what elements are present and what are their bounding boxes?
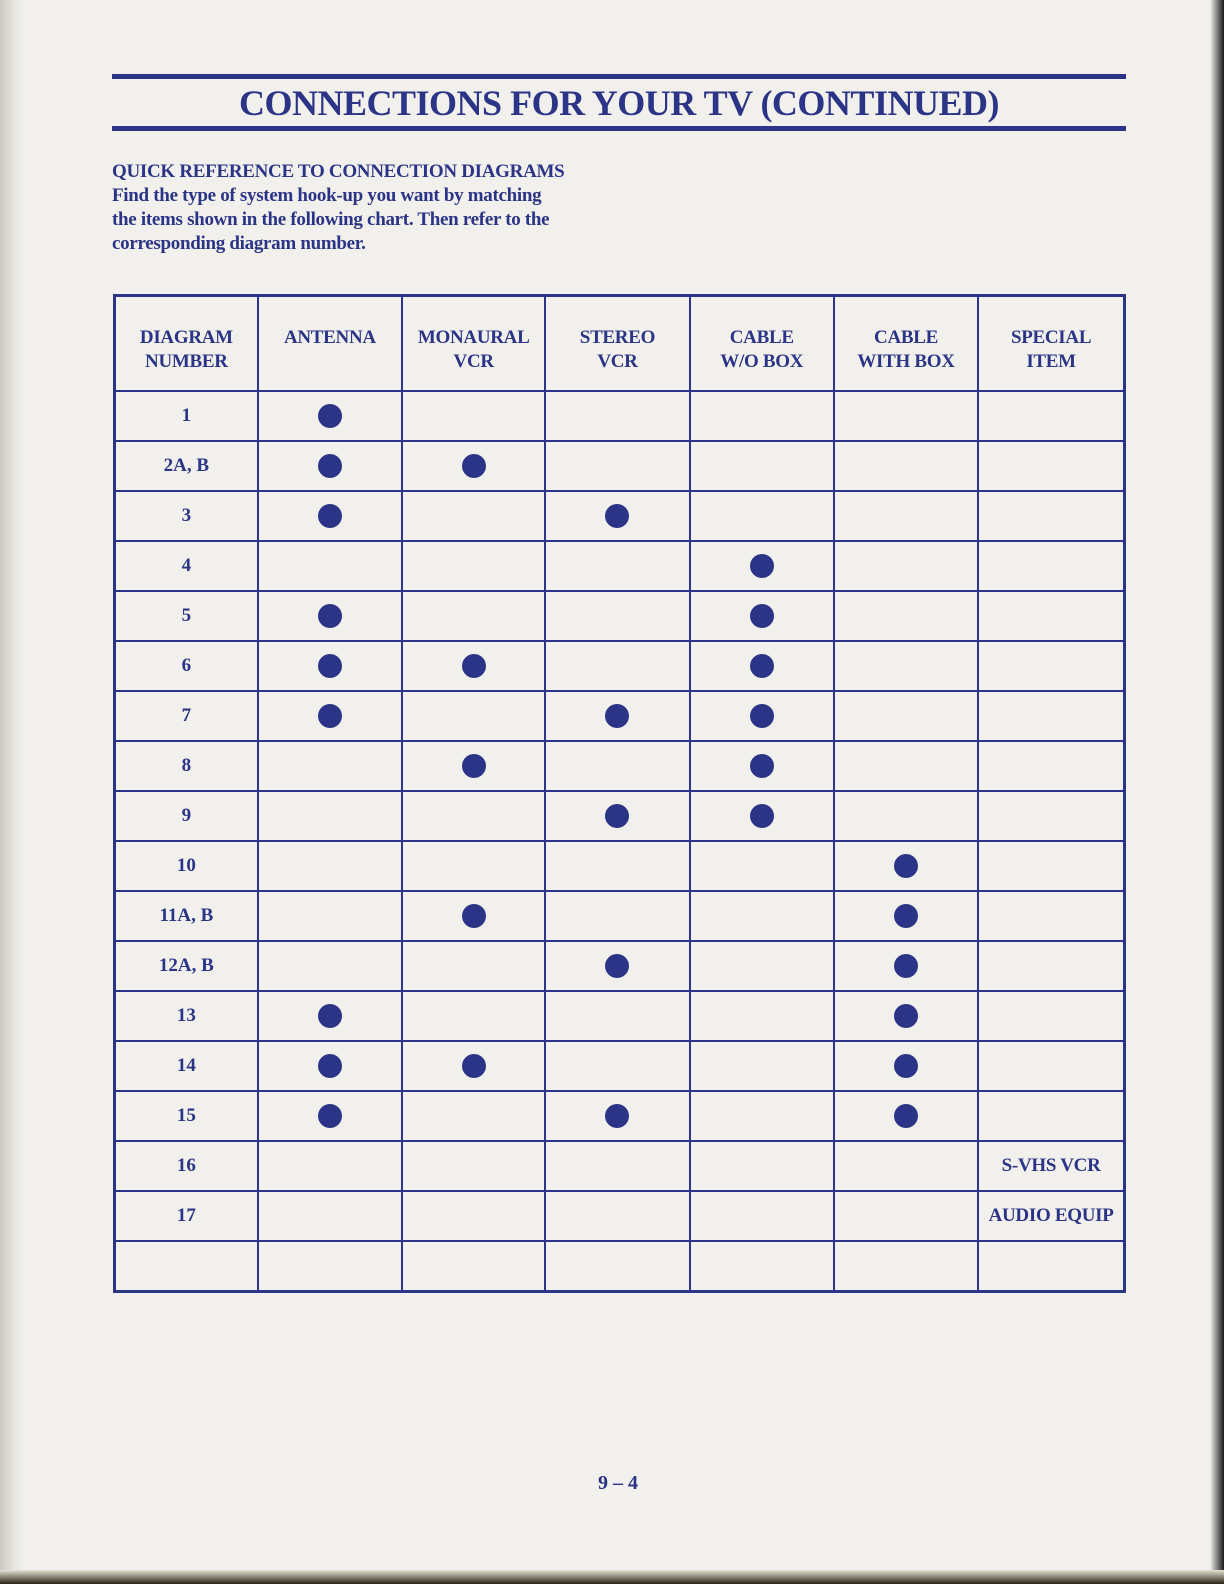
table-row bbox=[115, 391, 1125, 441]
special-item-cell bbox=[978, 1091, 1124, 1141]
stereo-vcr-cell bbox=[545, 1241, 689, 1292]
selection-dot-icon bbox=[462, 1054, 486, 1078]
table-row bbox=[115, 1041, 1125, 1091]
cable-with-box-cell bbox=[834, 841, 978, 891]
column-header-diagram-number: DIAGRAM NUMBER bbox=[115, 296, 258, 391]
special-item-cell bbox=[978, 791, 1124, 841]
antenna-cell bbox=[258, 941, 402, 991]
selection-dot-icon bbox=[750, 654, 774, 678]
cable-wo-box-cell bbox=[690, 591, 834, 641]
special-item-cell bbox=[978, 641, 1124, 691]
selection-dot-icon bbox=[605, 954, 629, 978]
selection-dot-icon bbox=[462, 454, 486, 478]
monaural-vcr-cell bbox=[402, 1241, 545, 1292]
special-item-cell bbox=[978, 541, 1124, 591]
page-edge-bottom bbox=[0, 1570, 1224, 1584]
cable-wo-box-cell bbox=[690, 891, 834, 941]
table-row bbox=[115, 991, 1125, 1041]
cable-wo-box-cell bbox=[690, 1241, 834, 1292]
cable-with-box-cell bbox=[834, 1241, 978, 1292]
stereo-vcr-cell bbox=[545, 1191, 689, 1241]
page-spine-shadow bbox=[0, 0, 24, 1584]
table-row bbox=[115, 891, 1125, 941]
special-item-cell bbox=[978, 841, 1124, 891]
selection-dot-icon bbox=[318, 404, 342, 428]
monaural-vcr-cell bbox=[402, 791, 545, 841]
monaural-vcr-cell bbox=[402, 1041, 545, 1091]
special-item-cell bbox=[978, 441, 1124, 491]
intro-line: the items shown in the following chart. Then refer to the bbox=[112, 209, 550, 230]
stereo-vcr-cell bbox=[545, 691, 689, 741]
selection-dot-icon bbox=[605, 1104, 629, 1128]
cable-with-box-cell bbox=[834, 1191, 978, 1241]
monaural-vcr-cell bbox=[402, 391, 545, 441]
table-row bbox=[115, 841, 1125, 891]
antenna-cell bbox=[258, 541, 402, 591]
cable-with-box-cell bbox=[834, 641, 978, 691]
stereo-vcr-cell bbox=[545, 1041, 689, 1091]
table-body bbox=[115, 391, 1125, 1292]
diagram-number-cell: 3 bbox=[115, 491, 258, 541]
antenna-cell bbox=[258, 1241, 402, 1292]
stereo-vcr-cell bbox=[545, 491, 689, 541]
special-item-cell: S-VHS VCR bbox=[978, 1141, 1124, 1191]
cable-with-box-cell bbox=[834, 541, 978, 591]
cable-wo-box-cell bbox=[690, 641, 834, 691]
selection-dot-icon bbox=[750, 754, 774, 778]
diagram-number-cell: 14 bbox=[115, 1041, 258, 1091]
selection-dot-icon bbox=[750, 604, 774, 628]
monaural-vcr-cell bbox=[402, 1191, 545, 1241]
selection-dot-icon bbox=[462, 654, 486, 678]
column-header-cable-with-box: CABLE WITH BOX bbox=[834, 296, 978, 391]
cable-wo-box-cell bbox=[690, 991, 834, 1041]
stereo-vcr-cell bbox=[545, 1091, 689, 1141]
antenna-cell bbox=[258, 791, 402, 841]
monaural-vcr-cell bbox=[402, 541, 545, 591]
monaural-vcr-cell bbox=[402, 741, 545, 791]
diagram-number-cell: 8 bbox=[115, 741, 258, 791]
cable-wo-box-cell bbox=[690, 741, 834, 791]
special-item-cell bbox=[978, 741, 1124, 791]
selection-dot-icon bbox=[605, 704, 629, 728]
antenna-cell bbox=[258, 1191, 402, 1241]
diagram-number-cell bbox=[115, 1241, 258, 1292]
selection-dot-icon bbox=[318, 1104, 342, 1128]
diagram-number-cell: 11A, B bbox=[115, 891, 258, 941]
cable-wo-box-cell bbox=[690, 391, 834, 441]
antenna-cell bbox=[258, 441, 402, 491]
antenna-cell bbox=[258, 391, 402, 441]
cable-with-box-cell bbox=[834, 1141, 978, 1191]
diagram-number-cell: 13 bbox=[115, 991, 258, 1041]
selection-dot-icon bbox=[462, 754, 486, 778]
antenna-cell bbox=[258, 991, 402, 1041]
cable-wo-box-cell bbox=[690, 1191, 834, 1241]
selection-dot-icon bbox=[318, 704, 342, 728]
special-item-cell bbox=[978, 1241, 1124, 1292]
diagram-number-cell: 6 bbox=[115, 641, 258, 691]
special-item-cell bbox=[978, 691, 1124, 741]
diagram-number-cell: 7 bbox=[115, 691, 258, 741]
selection-dot-icon bbox=[462, 904, 486, 928]
selection-dot-icon bbox=[750, 704, 774, 728]
diagram-number-cell: 2A, B bbox=[115, 441, 258, 491]
selection-dot-icon bbox=[318, 1004, 342, 1028]
table-row bbox=[115, 791, 1125, 841]
table-row bbox=[115, 691, 1125, 741]
table-row bbox=[115, 1141, 1125, 1191]
intro-line: corresponding diagram number. bbox=[112, 233, 366, 254]
special-item-cell bbox=[978, 1041, 1124, 1091]
stereo-vcr-cell bbox=[545, 391, 689, 441]
diagram-number-cell: 1 bbox=[115, 391, 258, 441]
title-rule-top bbox=[112, 74, 1126, 79]
diagram-number-cell: 17 bbox=[115, 1191, 258, 1241]
table-row bbox=[115, 1191, 1125, 1241]
table-header-row bbox=[115, 296, 1125, 391]
cable-with-box-cell bbox=[834, 741, 978, 791]
selection-dot-icon bbox=[894, 954, 918, 978]
selection-dot-icon bbox=[318, 454, 342, 478]
column-header-special-item: SPECIAL ITEM bbox=[978, 296, 1124, 391]
cable-with-box-cell bbox=[834, 1091, 978, 1141]
selection-dot-icon bbox=[894, 854, 918, 878]
special-item-cell bbox=[978, 391, 1124, 441]
stereo-vcr-cell bbox=[545, 741, 689, 791]
selection-dot-icon bbox=[605, 504, 629, 528]
selection-dot-icon bbox=[605, 804, 629, 828]
diagram-number-cell: 4 bbox=[115, 541, 258, 591]
cable-with-box-cell bbox=[834, 591, 978, 641]
cable-wo-box-cell bbox=[690, 791, 834, 841]
selection-dot-icon bbox=[894, 1054, 918, 1078]
table-row bbox=[115, 591, 1125, 641]
special-item-cell: AUDIO EQUIP bbox=[978, 1191, 1124, 1241]
cable-with-box-cell bbox=[834, 1041, 978, 1091]
table-row bbox=[115, 1091, 1125, 1141]
stereo-vcr-cell bbox=[545, 791, 689, 841]
diagram-number-cell: 5 bbox=[115, 591, 258, 641]
cable-wo-box-cell bbox=[690, 691, 834, 741]
cable-with-box-cell bbox=[834, 941, 978, 991]
antenna-cell bbox=[258, 491, 402, 541]
diagram-number-cell: 16 bbox=[115, 1141, 258, 1191]
selection-dot-icon bbox=[318, 504, 342, 528]
monaural-vcr-cell bbox=[402, 1141, 545, 1191]
antenna-cell bbox=[258, 891, 402, 941]
table-row bbox=[115, 441, 1125, 491]
stereo-vcr-cell bbox=[545, 591, 689, 641]
intro-heading: QUICK REFERENCE TO CONNECTION DIAGRAMS bbox=[112, 161, 565, 182]
column-header-cable-wo-box: CABLE W/O BOX bbox=[690, 296, 834, 391]
selection-dot-icon bbox=[894, 1104, 918, 1128]
selection-dot-icon bbox=[318, 1054, 342, 1078]
monaural-vcr-cell bbox=[402, 841, 545, 891]
table-row bbox=[115, 741, 1125, 791]
antenna-cell bbox=[258, 741, 402, 791]
cable-wo-box-cell bbox=[690, 541, 834, 591]
page-number: 9 – 4 bbox=[598, 1472, 638, 1494]
stereo-vcr-cell bbox=[545, 1141, 689, 1191]
monaural-vcr-cell bbox=[402, 941, 545, 991]
table-row bbox=[115, 641, 1125, 691]
selection-dot-icon bbox=[894, 904, 918, 928]
cable-with-box-cell bbox=[834, 441, 978, 491]
special-item-cell bbox=[978, 891, 1124, 941]
monaural-vcr-cell bbox=[402, 591, 545, 641]
intro-line: Find the type of system hook-up you want by matching bbox=[112, 185, 542, 206]
monaural-vcr-cell bbox=[402, 1091, 545, 1141]
stereo-vcr-cell bbox=[545, 541, 689, 591]
monaural-vcr-cell bbox=[402, 991, 545, 1041]
cable-wo-box-cell bbox=[690, 841, 834, 891]
table-row bbox=[115, 1241, 1125, 1292]
cable-with-box-cell bbox=[834, 391, 978, 441]
cable-wo-box-cell bbox=[690, 941, 834, 991]
table-row bbox=[115, 941, 1125, 991]
selection-dot-icon bbox=[318, 604, 342, 628]
stereo-vcr-cell bbox=[545, 641, 689, 691]
column-header-monaural-vcr: MONAURAL VCR bbox=[402, 296, 545, 391]
antenna-cell bbox=[258, 1091, 402, 1141]
antenna-cell bbox=[258, 641, 402, 691]
table-row bbox=[115, 541, 1125, 591]
cable-with-box-cell bbox=[834, 891, 978, 941]
antenna-cell bbox=[258, 1141, 402, 1191]
selection-dot-icon bbox=[894, 1004, 918, 1028]
special-item-cell bbox=[978, 591, 1124, 641]
intro-block bbox=[112, 160, 632, 256]
monaural-vcr-cell bbox=[402, 691, 545, 741]
diagram-number-cell: 12A, B bbox=[115, 941, 258, 991]
antenna-cell bbox=[258, 691, 402, 741]
antenna-cell bbox=[258, 1041, 402, 1091]
selection-dot-icon bbox=[318, 654, 342, 678]
stereo-vcr-cell bbox=[545, 991, 689, 1041]
stereo-vcr-cell bbox=[545, 941, 689, 991]
cable-wo-box-cell bbox=[690, 1091, 834, 1141]
cable-wo-box-cell bbox=[690, 441, 834, 491]
special-item-cell bbox=[978, 941, 1124, 991]
cable-with-box-cell bbox=[834, 691, 978, 741]
cable-with-box-cell bbox=[834, 791, 978, 841]
page-title: CONNECTIONS FOR YOUR TV (CONTINUED) bbox=[239, 83, 999, 123]
selection-dot-icon bbox=[750, 804, 774, 828]
monaural-vcr-cell bbox=[402, 641, 545, 691]
antenna-cell bbox=[258, 591, 402, 641]
page-edge-right bbox=[1210, 0, 1224, 1584]
diagram-number-cell: 9 bbox=[115, 791, 258, 841]
cable-with-box-cell bbox=[834, 491, 978, 541]
column-header-antenna: ANTENNA bbox=[258, 296, 402, 391]
stereo-vcr-cell bbox=[545, 441, 689, 491]
selection-dot-icon bbox=[750, 554, 774, 578]
special-item-cell bbox=[978, 491, 1124, 541]
column-header-stereo-vcr: STEREO VCR bbox=[545, 296, 689, 391]
monaural-vcr-cell bbox=[402, 491, 545, 541]
cable-wo-box-cell bbox=[690, 1141, 834, 1191]
connection-diagram-table bbox=[113, 294, 1126, 1293]
cable-wo-box-cell bbox=[690, 1041, 834, 1091]
diagram-number-cell: 10 bbox=[115, 841, 258, 891]
stereo-vcr-cell bbox=[545, 841, 689, 891]
cable-wo-box-cell bbox=[690, 491, 834, 541]
cable-with-box-cell bbox=[834, 991, 978, 1041]
diagram-number-cell: 15 bbox=[115, 1091, 258, 1141]
monaural-vcr-cell bbox=[402, 441, 545, 491]
stereo-vcr-cell bbox=[545, 891, 689, 941]
special-item-cell bbox=[978, 991, 1124, 1041]
table-row bbox=[115, 491, 1125, 541]
monaural-vcr-cell bbox=[402, 891, 545, 941]
title-rule-bottom bbox=[112, 126, 1126, 131]
antenna-cell bbox=[258, 841, 402, 891]
